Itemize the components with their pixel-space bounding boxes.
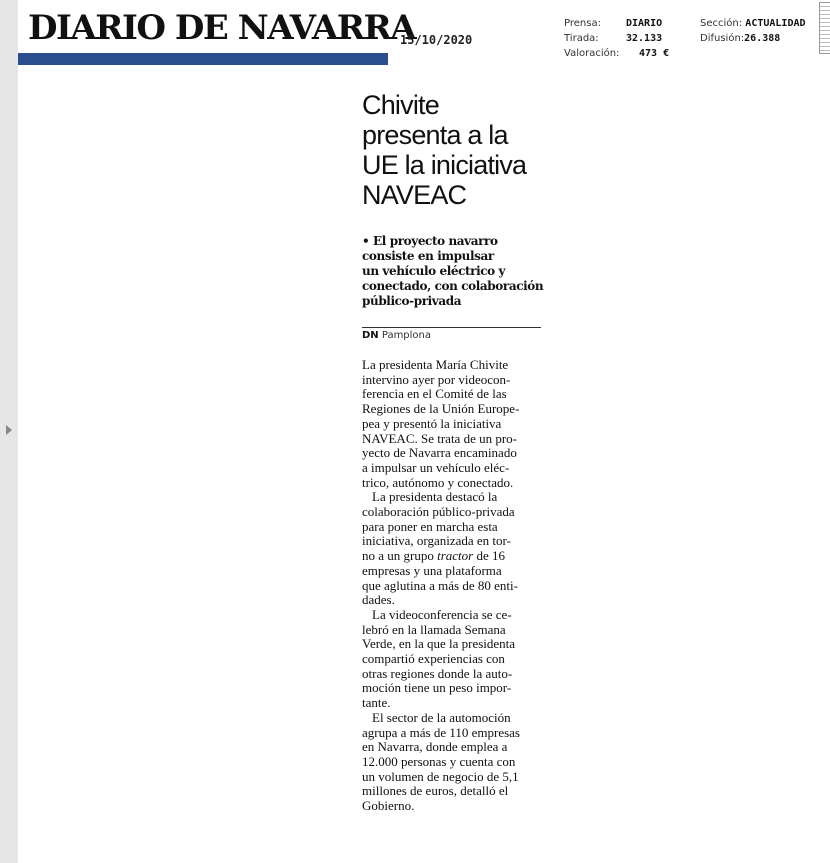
body-line: Gobierno. bbox=[362, 798, 415, 814]
body-line: millones de euros, detalló el bbox=[362, 783, 509, 799]
body-line: La presidenta destacó la bbox=[372, 489, 498, 505]
body-line: agrupa a más de 110 empresas bbox=[362, 724, 520, 740]
body-line: compartió experiencias con bbox=[362, 651, 505, 667]
body-line: 12.000 personas y cuenta con bbox=[362, 753, 516, 769]
body-line: NAVEAC. Se trata de un pro- bbox=[362, 430, 518, 446]
body-line: yecto de Navarra encaminado bbox=[362, 445, 517, 461]
prensa-value: DIARIO bbox=[626, 18, 663, 29]
clipping-page bbox=[18, 0, 830, 863]
body-line: empresas y una plataforma bbox=[362, 562, 502, 578]
body-line: moción tiene un peso impor- bbox=[362, 680, 512, 696]
body-line: intervino ayer por videocon- bbox=[362, 371, 511, 387]
masthead-bar bbox=[18, 53, 388, 65]
body-line: un volumen de negocio de 5,1 bbox=[362, 768, 519, 784]
article-body bbox=[362, 358, 552, 814]
body-line: colaboración público-privada bbox=[362, 504, 515, 520]
body-line: dades. bbox=[362, 592, 395, 608]
publication-date: 15/10/2020 bbox=[400, 33, 473, 47]
body-line: no a un grupo tractor de 16 bbox=[362, 548, 506, 564]
body-line: lebró en la llamada Semana bbox=[362, 621, 506, 637]
body-line: iniciativa, organizada en tor- bbox=[362, 533, 511, 549]
body-line: que aglutina a más de 80 enti- bbox=[362, 577, 518, 593]
valoracion-value: 473 € bbox=[639, 48, 670, 59]
body-line: tante. bbox=[362, 695, 391, 711]
byline-rule bbox=[362, 327, 541, 328]
tirada-value: 32.133 bbox=[626, 33, 663, 44]
body-line: a impulsar un vehículo eléc- bbox=[362, 459, 510, 475]
body-line: Regiones de la Unión Europe- bbox=[362, 401, 520, 417]
prensa-label: Prensa: bbox=[564, 18, 601, 29]
body-line: El sector de la automoción bbox=[372, 709, 511, 725]
byline: DN Pamplona bbox=[362, 330, 432, 341]
body-line: pea y presentó la iniciativa bbox=[362, 415, 502, 431]
body-line: Verde, en la que la presidenta bbox=[362, 636, 516, 652]
seccion: Sección: ACTUALIDAD bbox=[700, 18, 806, 29]
body-line: otras regiones donde la auto- bbox=[362, 665, 513, 681]
body-line: ferencia en el Comité de las bbox=[362, 386, 507, 402]
headline-line: presenta a la bbox=[362, 120, 508, 150]
difusion: Difusión:26.388 bbox=[700, 33, 781, 44]
article-subhead bbox=[362, 234, 557, 309]
subhead-line: • El proyecto navarro bbox=[362, 234, 498, 248]
body-line: en Navarra, donde emplea a bbox=[362, 739, 508, 755]
tirada-label: Tirada: bbox=[564, 33, 599, 44]
headline-line: NAVEAC bbox=[362, 180, 467, 210]
subhead-line: conectado, con colaboración bbox=[362, 279, 544, 293]
valoracion-label: Valoración: bbox=[564, 48, 620, 59]
subhead-line: consiste en impulsar bbox=[362, 249, 494, 263]
left-rail bbox=[0, 0, 18, 863]
subhead-line: un vehículo eléctrico y bbox=[362, 264, 506, 278]
headline-line: Chivite bbox=[362, 90, 439, 120]
subhead-line: público-privada bbox=[362, 294, 462, 308]
body-line: trico, autónomo y conectado. bbox=[362, 474, 514, 490]
headline-line: UE la iniciativa bbox=[362, 150, 527, 180]
article-headline bbox=[362, 90, 562, 210]
body-line: para poner en marcha esta bbox=[362, 518, 498, 534]
masthead: DIARIO DE NAVARRA bbox=[28, 8, 416, 48]
page-thumbnail[interactable] bbox=[819, 2, 830, 54]
expand-arrow-icon[interactable] bbox=[6, 425, 12, 435]
body-line: La videoconferencia se ce- bbox=[372, 606, 512, 622]
body-line: La presidenta María Chivite bbox=[362, 357, 509, 372]
